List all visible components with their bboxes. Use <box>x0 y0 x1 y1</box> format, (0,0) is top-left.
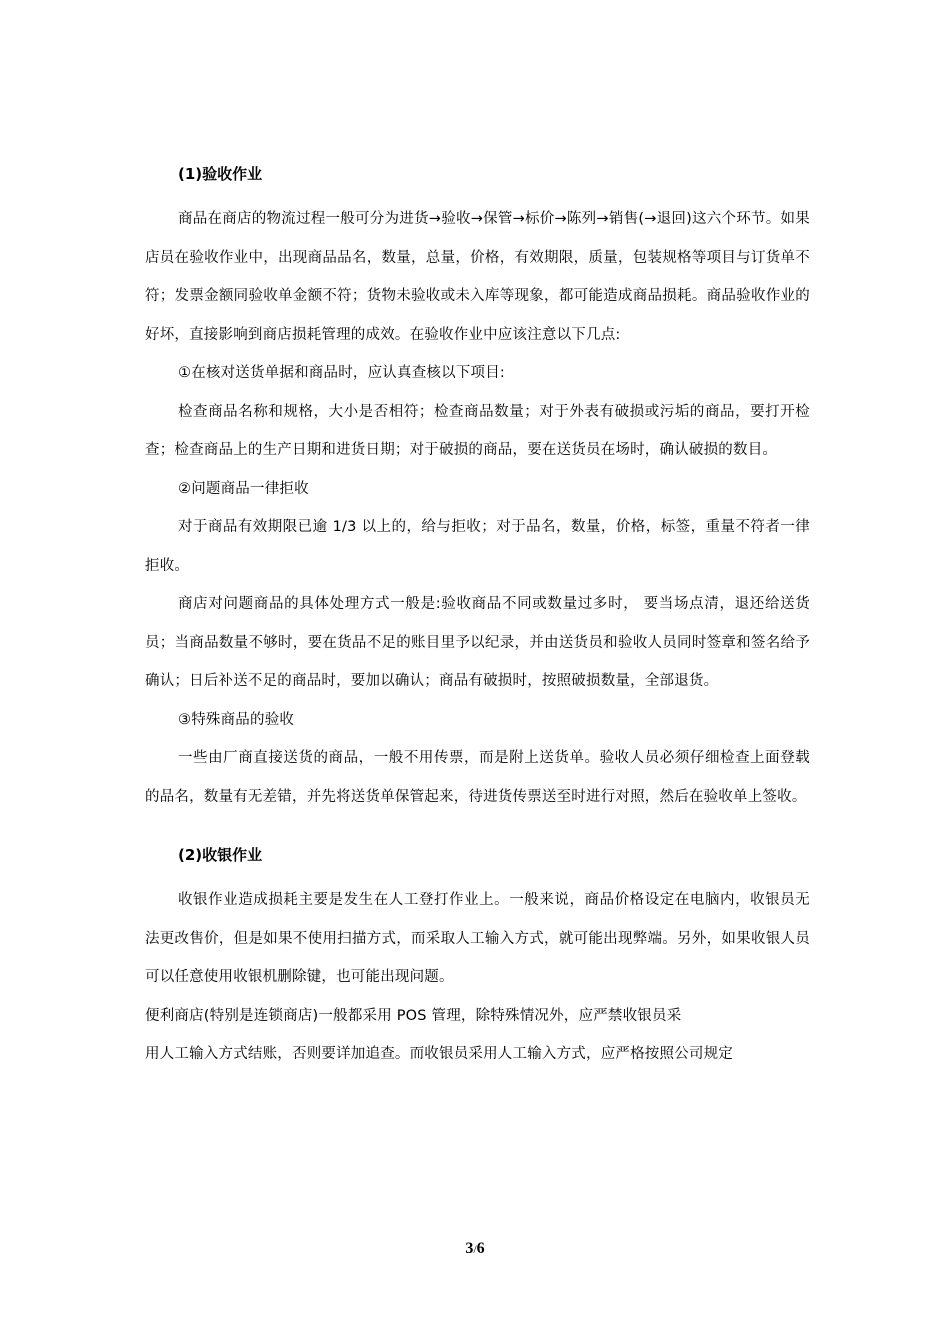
paragraph-problem-handling: 商店对问题商品的具体处理方式一般是:验收商品不同或数量过多时， 要当场点清，退还给送货员；当商品数量不够时，要在货品不足的账目里予以纪录，并由送货员和验收人员同时签章和签名给予确认；日后补送不足的商品时，要加以确认；商品有破损时，按照破损数量，全部退货。 <box>145 596 810 689</box>
paragraph-logistics-process: 商品在商店的物流过程一般可分为进货→验收→保管→标价→陈列→销售(→退回)这六个环节。如果店员在验收作业中，出现商品品名，数量，总量，价格，有效期限，质量，包装规格等项目与订货单不符；发票金额同验收单金额不符；货物未验收或未入库等现象，都可能造成商品损耗。商品验收作业的好坏，直接影响到商店损耗管理的成效。在验收作业中应该注意以下几点: <box>145 211 810 343</box>
page-number-current: 3 <box>465 1240 474 1257</box>
document-body <box>145 160 810 1074</box>
page-number-separator: / <box>473 1242 477 1256</box>
page-number-total: 6 <box>476 1240 485 1257</box>
section-heading-acceptance: (1)验收作业 <box>178 165 263 183</box>
paragraph-check-details: 检查商品名称和规格，大小是否相符；检查商品数量；对于外表有破损或污垢的商品，要打开检查；检查商品上的生产日期和进货日期；对于破损的商品，要在送货员在场时，确认破损的数目。 <box>145 403 810 458</box>
page-number <box>0 1240 950 1258</box>
section-heading-cashier: (2)收银作业 <box>178 846 263 864</box>
list-item-title-reject: ②问题商品一律拒收 <box>178 480 309 497</box>
paragraph-cashier-loss: 收银作业造成损耗主要是发生在人工登打作业上。一般来说，商品价格设定在电脑内，收银员无法更改售价，但是如果不使用扫描方式，而采取人工输入方式，就可能出现弊端。另外，如果收银人员可以任意使用收银机删除键，也可能出现问题。 <box>145 892 810 985</box>
paragraph-special-goods: 一些由厂商直接送货的商品，一般不用传票，而是附上送货单。验收人员必须仔细检查上面登载的品名，数量有无差错，并先将送货单保管起来，待进货传票送至时进行对照，然后在验收单上签收。 <box>145 750 810 805</box>
paragraph-reject-rules: 对于商品有效期限已逾 1/3 以上的，给与拒收；对于品名，数量，价格，标签，重量不符者一律拒收。 <box>145 519 810 574</box>
list-item-title-check-items: ①在核对送货单据和商品时，应认真查核以下项目: <box>178 365 505 381</box>
paragraph-pos-management: 便利商店(特别是连锁商店)一般都采用 POS 管理，除特殊情况外，应严禁收银员采 <box>145 1007 682 1024</box>
paragraph-manual-input: 用人工输入方式结账，否则要详加追查。而收银员采用人工输入方式，应严格按照公司规定 <box>145 1046 733 1062</box>
list-item-title-special-goods: ③特殊商品的验收 <box>178 711 295 728</box>
